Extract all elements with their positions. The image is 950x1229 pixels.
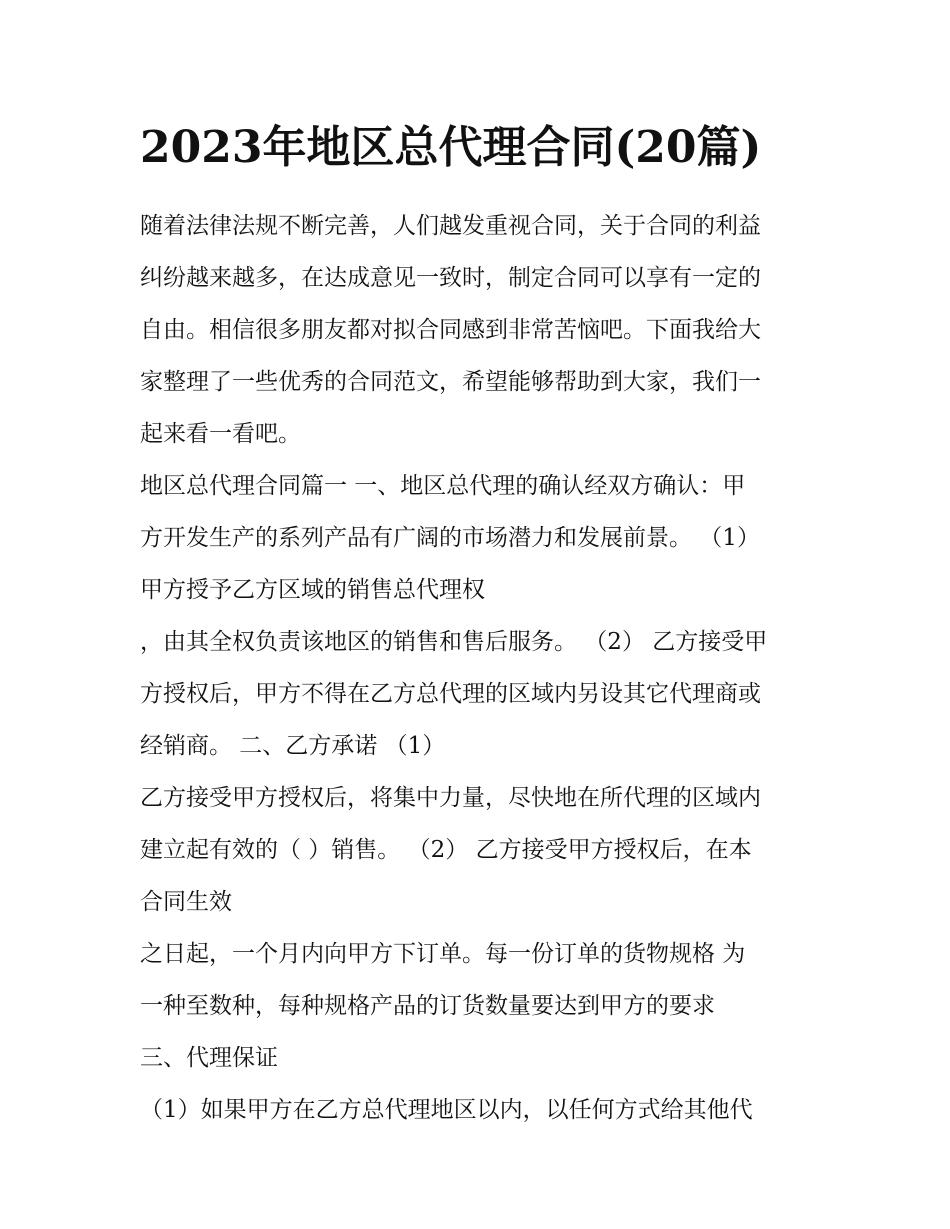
text-line: 方开发生产的系列产品有广阔的市场潜力和发展前景。 （1） <box>140 525 760 551</box>
text-line: 之日起，一个月内向甲方下订单。每一份订单的货物规格 为 <box>140 941 746 967</box>
text-line: 三、代理保证 <box>140 1045 278 1071</box>
text-line: 合同生效 <box>140 889 232 915</box>
text-line: 起来看一看吧。 <box>140 421 301 447</box>
text-line: 纠纷越来越多，在达成意见一致时，制定合同可以享有一定的 <box>140 265 761 291</box>
text-line: 方授权后，甲方不得在乙方总代理的区域内另设其它代理商或 <box>140 681 761 707</box>
text-line: 建立起有效的（ ）销售。 （2） 乙方接受甲方授权后，在本 <box>140 837 752 863</box>
text-line: 地区总代理合同篇一 一、地区总代理的确认经双方确认：甲 <box>140 473 746 499</box>
text-line: 甲方授予乙方区域的销售总代理权 <box>140 577 485 603</box>
text-line: 自由。相信很多朋友都对拟合同感到非常苦恼吧。下面我给大 <box>140 317 761 343</box>
document-title: 2023年地区总代理合同(20篇) <box>140 122 762 173</box>
text-line: 随着法律法规不断完善，人们越发重视合同，关于合同的利益 <box>140 213 761 239</box>
text-line: 一种至数种，每种规格产品的订货数量要达到甲方的要求 <box>140 993 715 1019</box>
document-body <box>140 200 820 1136</box>
text-line: 乙方接受甲方授权后，将集中力量，尽快地在所代理的区域内 <box>140 785 761 811</box>
text-line: 家整理了一些优秀的合同范文，希望能够帮助到大家，我们一 <box>140 369 761 395</box>
text-line: 经销商。 二、乙方承诺 （1） <box>140 733 446 759</box>
text-line: ，由其全权负责该地区的销售和售后服务。 （2） 乙方接受甲 <box>140 629 768 655</box>
text-line: （1）如果甲方在乙方总代理地区以内，以任何方式给其他代 <box>140 1097 753 1123</box>
